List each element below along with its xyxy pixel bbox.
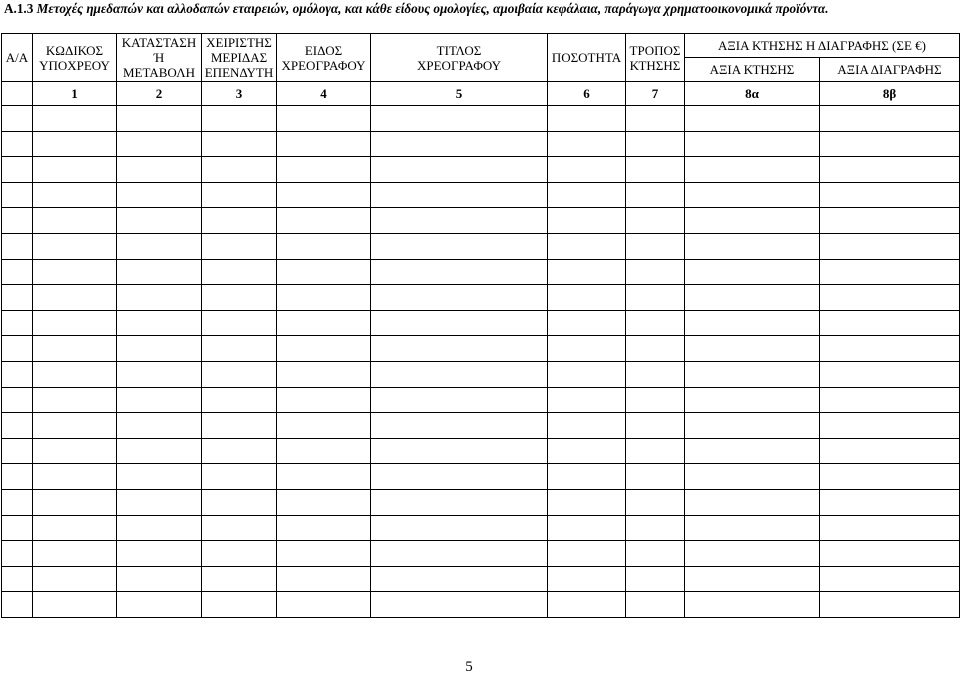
table-cell[interactable] [820,541,960,567]
header-type: ΕΙΔΟΣ ΧΡΕΟΓΡΑΦΟΥ [277,34,371,82]
table-cell[interactable] [202,361,277,387]
table-cell[interactable] [202,566,277,592]
table-cell[interactable] [202,489,277,515]
table-cell[interactable] [371,157,548,183]
table-row [2,157,960,183]
table-cell[interactable] [117,361,202,387]
table-cell[interactable] [2,233,33,259]
table-row [2,310,960,336]
table-cell[interactable] [548,182,626,208]
table-row [2,208,960,234]
table-cell[interactable] [117,541,202,567]
table-cell[interactable] [2,541,33,567]
table-cell[interactable] [685,413,820,439]
table-cell[interactable] [548,259,626,285]
table-cell[interactable] [548,233,626,259]
table-cell[interactable] [371,182,548,208]
table-cell[interactable] [117,566,202,592]
table-cell[interactable] [202,592,277,618]
column-number: 5 [371,82,548,106]
table-cell[interactable] [548,336,626,362]
table-cell[interactable] [685,285,820,311]
table-cell[interactable] [117,438,202,464]
table-cell[interactable] [277,208,371,234]
column-number: 1 [33,82,117,106]
table-cell[interactable] [2,413,33,439]
table-cell[interactable] [371,233,548,259]
table-cell[interactable] [626,285,685,311]
table-cell[interactable] [277,310,371,336]
table-cell[interactable] [202,233,277,259]
table-cell[interactable] [820,464,960,490]
table-row [2,106,960,132]
table-cell[interactable] [202,310,277,336]
table-row [2,131,960,157]
table-row [2,361,960,387]
table-cell[interactable] [371,106,548,132]
table-cell[interactable] [2,310,33,336]
table-cell[interactable] [33,438,117,464]
table-cell[interactable] [277,259,371,285]
table-cell[interactable] [820,387,960,413]
table-cell[interactable] [820,438,960,464]
table-cell[interactable] [2,464,33,490]
table-cell[interactable] [33,259,117,285]
table-cell[interactable] [277,336,371,362]
table-cell[interactable] [117,515,202,541]
table-row [2,438,960,464]
table-cell[interactable] [548,438,626,464]
table-cell[interactable] [371,566,548,592]
table-cell[interactable] [820,336,960,362]
table-cell[interactable] [117,387,202,413]
table-cell[interactable] [548,515,626,541]
table-cell[interactable] [685,310,820,336]
table-cell[interactable] [820,106,960,132]
column-number: 6 [548,82,626,106]
table-cell[interactable] [626,106,685,132]
table-row [2,259,960,285]
table-cell[interactable] [371,515,548,541]
table-cell[interactable] [33,310,117,336]
table-cell[interactable] [820,592,960,618]
table-cell[interactable] [2,259,33,285]
table-cell[interactable] [626,592,685,618]
table-cell[interactable] [277,515,371,541]
table-cell[interactable] [820,182,960,208]
table-cell[interactable] [371,259,548,285]
table-row [2,541,960,567]
table-cell[interactable] [117,157,202,183]
table-cell[interactable] [371,413,548,439]
table-cell[interactable] [202,208,277,234]
table-cell[interactable] [117,233,202,259]
table-cell[interactable] [685,259,820,285]
table-cell[interactable] [277,131,371,157]
table-cell[interactable] [202,182,277,208]
table-cell[interactable] [2,438,33,464]
section-number: A.1.3 [4,1,34,16]
header-quantity: ΠΟΣΟΤΗΤΑ [548,34,626,82]
table-cell[interactable] [117,182,202,208]
table-cell[interactable] [548,464,626,490]
column-number: 7 [626,82,685,106]
table-cell[interactable] [548,387,626,413]
table-cell[interactable] [202,157,277,183]
table-cell[interactable] [117,592,202,618]
table-cell[interactable] [371,387,548,413]
table-cell[interactable] [33,182,117,208]
table-cell[interactable] [33,285,117,311]
column-number: 2 [117,82,202,106]
table-cell[interactable] [2,361,33,387]
table-cell[interactable] [277,541,371,567]
table-cell[interactable] [371,336,548,362]
table-cell[interactable] [685,515,820,541]
table-cell[interactable] [33,157,117,183]
table-cell[interactable] [820,208,960,234]
table-cell[interactable] [202,413,277,439]
table-cell[interactable] [202,285,277,311]
table-cell[interactable] [820,233,960,259]
table-cell[interactable] [685,438,820,464]
table-cell[interactable] [2,106,33,132]
table-cell[interactable] [685,336,820,362]
table-cell[interactable] [685,541,820,567]
table-cell[interactable] [202,336,277,362]
table-cell[interactable] [548,285,626,311]
table-cell[interactable] [685,131,820,157]
table-cell[interactable] [2,157,33,183]
table-cell[interactable] [117,285,202,311]
table-cell[interactable] [371,285,548,311]
table-cell[interactable] [277,592,371,618]
table-cell[interactable] [2,336,33,362]
table-row [2,233,960,259]
column-number: 4 [277,82,371,106]
table-cell[interactable] [117,106,202,132]
table-cell[interactable] [277,489,371,515]
table-row [2,413,960,439]
table-cell[interactable] [117,310,202,336]
table-cell[interactable] [626,208,685,234]
table-cell[interactable] [685,182,820,208]
table-cell[interactable] [117,464,202,490]
table-cell[interactable] [820,566,960,592]
table-cell[interactable] [202,259,277,285]
column-number: 8β [820,82,960,106]
table-cell[interactable] [277,182,371,208]
table-cell[interactable] [626,515,685,541]
table-cell[interactable] [2,182,33,208]
table-cell[interactable] [626,438,685,464]
table-cell[interactable] [685,566,820,592]
table-row [2,464,960,490]
table-cell[interactable] [33,131,117,157]
table-cell[interactable] [277,106,371,132]
table-cell[interactable] [548,489,626,515]
table-cell[interactable] [626,259,685,285]
table-cell[interactable] [33,464,117,490]
table-cell[interactable] [685,592,820,618]
table-cell[interactable] [548,413,626,439]
table-cell[interactable] [33,233,117,259]
table-cell[interactable] [548,361,626,387]
table-cell[interactable] [33,489,117,515]
table-cell[interactable] [33,413,117,439]
table-row [2,285,960,311]
table-cell[interactable] [371,489,548,515]
column-number: 8α [685,82,820,106]
table-cell[interactable] [202,541,277,567]
table-cell[interactable] [202,464,277,490]
table-cell[interactable] [548,106,626,132]
table-cell[interactable] [820,131,960,157]
table-row [2,336,960,362]
table-cell[interactable] [548,592,626,618]
table-cell[interactable] [2,387,33,413]
table-cell[interactable] [371,361,548,387]
table-cell[interactable] [2,208,33,234]
table-cell[interactable] [202,438,277,464]
table-cell[interactable] [548,541,626,567]
table-cell[interactable] [685,106,820,132]
table-cell[interactable] [685,157,820,183]
table-cell[interactable] [371,592,548,618]
table-cell[interactable] [117,131,202,157]
table-cell[interactable] [33,592,117,618]
table-cell[interactable] [2,285,33,311]
header-value-group: ΑΞΙΑ ΚΤΗΣΗΣ Η ΔΙΑΓΡΑΦΗΣ (ΣΕ €) [685,34,960,58]
table-cell[interactable] [117,336,202,362]
column-numbers-row [2,82,960,106]
table-cell[interactable] [820,259,960,285]
header-acquisition-value: ΑΞΙΑ ΚΤΗΣΗΣ [685,58,820,82]
table-cell[interactable] [277,361,371,387]
table-cell[interactable] [626,131,685,157]
table-cell[interactable] [33,208,117,234]
header-status: ΚΑΤΑΣΤΑΣΗ Ή ΜΕΤΑΒΟΛΗ [117,34,202,82]
table-cell[interactable] [371,131,548,157]
table-cell[interactable] [2,515,33,541]
table-cell[interactable] [626,336,685,362]
table-cell[interactable] [277,438,371,464]
table-cell[interactable] [820,361,960,387]
table-cell[interactable] [33,541,117,567]
header-aa: Α/Α [2,34,33,82]
table-cell[interactable] [626,182,685,208]
table-cell[interactable] [277,413,371,439]
table-cell[interactable] [2,566,33,592]
table-cell[interactable] [117,413,202,439]
table-row [2,566,960,592]
table-cell[interactable] [626,310,685,336]
table-cell[interactable] [33,566,117,592]
table-cell[interactable] [277,387,371,413]
table-cell[interactable] [117,259,202,285]
table-cell[interactable] [2,131,33,157]
table-cell[interactable] [685,387,820,413]
table-cell[interactable] [371,438,548,464]
column-number-aa [2,82,33,106]
table-cell[interactable] [33,515,117,541]
table-cell[interactable] [33,106,117,132]
table-cell[interactable] [202,131,277,157]
table-cell[interactable] [548,310,626,336]
table-cell[interactable] [202,515,277,541]
table-row [2,515,960,541]
table-row [2,489,960,515]
header-deletion-value: ΑΞΙΑ ΔΙΑΓΡΑΦΗΣ [820,58,960,82]
header-row [2,34,960,58]
table-cell[interactable] [33,387,117,413]
table-cell[interactable] [820,310,960,336]
table-cell[interactable] [548,157,626,183]
table-cell[interactable] [626,387,685,413]
table-row [2,182,960,208]
section-title: Μετοχές ημεδαπών και αλλοδαπών εταιρειών, ομόλογα, και κάθε είδους ομολογίες, αμοιβαία κεφάλαια, παράγωγα χρηματοοικονομικά προϊόντα. [36,1,829,16]
table-cell[interactable] [371,208,548,234]
table-cell[interactable] [548,566,626,592]
table-cell[interactable] [277,566,371,592]
table-cell[interactable] [626,541,685,567]
table-cell[interactable] [371,541,548,567]
table-cell[interactable] [626,233,685,259]
table-cell[interactable] [277,285,371,311]
table-cell[interactable] [685,464,820,490]
table-cell[interactable] [820,157,960,183]
table-cell[interactable] [33,361,117,387]
table-cell[interactable] [2,489,33,515]
table-cell[interactable] [820,489,960,515]
table-cell[interactable] [117,208,202,234]
table-cell[interactable] [626,464,685,490]
table-cell[interactable] [2,592,33,618]
table-cell[interactable] [685,208,820,234]
page-title [4,1,954,17]
header-code: ΚΩΔΙΚΟΣ ΥΠΟΧΡΕΟΥ [33,34,117,82]
table-cell[interactable] [277,157,371,183]
table-row [2,387,960,413]
table-cell[interactable] [33,336,117,362]
table-cell[interactable] [626,361,685,387]
table-cell[interactable] [626,489,685,515]
table-cell[interactable] [685,361,820,387]
table-cell[interactable] [626,413,685,439]
table-cell[interactable] [277,233,371,259]
table-cell[interactable] [277,464,371,490]
table-cell[interactable] [820,515,960,541]
table-cell[interactable] [626,566,685,592]
header-acquisition-method: ΤΡΟΠΟΣ ΚΤΗΣΗΣ [626,34,685,82]
table-cell[interactable] [371,464,548,490]
table-row [2,592,960,618]
header-security-title: ΤΙΤΛΟΣ ΧΡΕΟΓΡΑΦΟΥ [371,34,548,82]
table-cell[interactable] [202,387,277,413]
table-cell[interactable] [685,233,820,259]
page-number: 5 [465,659,473,675]
table-cell[interactable] [820,285,960,311]
table-cell[interactable] [548,208,626,234]
header-handler: ΧΕΙΡΙΣΤΗΣ ΜΕΡΙΔΑΣ ΕΠΕΝΔΥΤΗ [202,34,277,82]
table-cell[interactable] [820,413,960,439]
securities-table [1,33,960,618]
table-cell[interactable] [371,310,548,336]
table-cell[interactable] [548,131,626,157]
table-cell[interactable] [117,489,202,515]
table-cell[interactable] [202,106,277,132]
column-number: 3 [202,82,277,106]
table-cell[interactable] [626,157,685,183]
table-cell[interactable] [685,489,820,515]
